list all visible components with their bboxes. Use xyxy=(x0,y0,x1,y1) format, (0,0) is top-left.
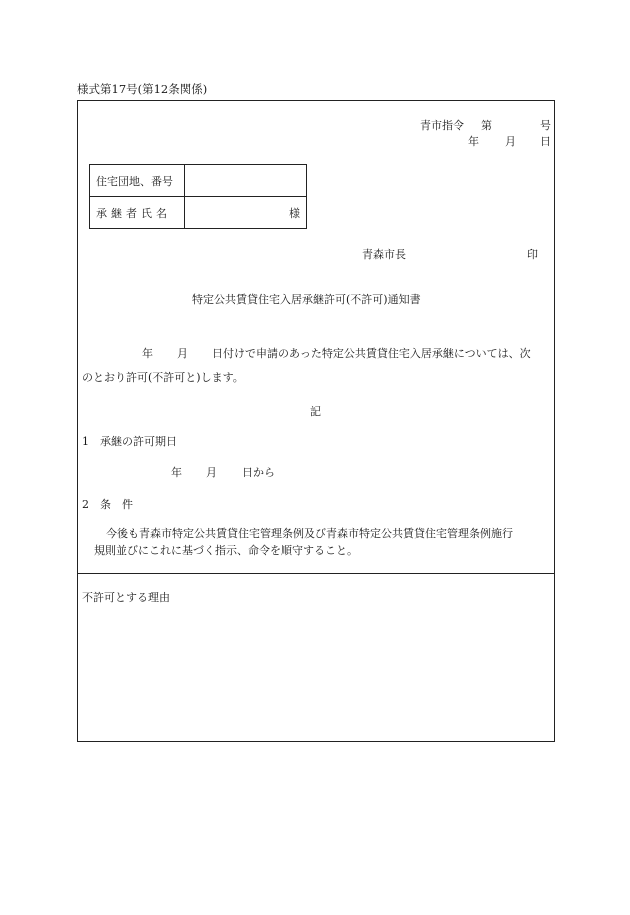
item2-text-line1: 今後も青森市特定公共賃貸住宅管理条例及び青森市特定公共賃貸住宅管理条例施行 xyxy=(106,527,513,540)
item1-day-from: 日から xyxy=(242,466,275,479)
successor-name-value[interactable]: 様 xyxy=(185,197,307,229)
table-row xyxy=(90,165,307,197)
item1-heading: 1 承継の許可期日 xyxy=(82,435,177,448)
item1-year: 年 xyxy=(171,466,182,479)
reason-field[interactable] xyxy=(80,610,550,735)
item1-month: 月 xyxy=(206,466,217,479)
date-month: 月 xyxy=(505,135,516,148)
date-year: 年 xyxy=(468,135,479,148)
document-title: 特定公共賃貸住宅入居承継許可(不許可)通知書 xyxy=(192,293,421,306)
ki-mark: 記 xyxy=(310,405,321,418)
section-divider xyxy=(77,573,555,574)
item2-text-line2: 規則並びにこれに基づく指示、命令を順守すること。 xyxy=(94,544,358,557)
body-year: 年 xyxy=(142,347,153,360)
body-line1: 日付けで申請のあった特定公共賃貸住宅入居承継については、次 xyxy=(212,347,531,360)
housing-complex-label: 住宅団地、番号 xyxy=(90,165,185,197)
date-day: 日 xyxy=(540,135,551,148)
successor-name-label: 承継者氏名 xyxy=(90,197,185,229)
housing-complex-value[interactable] xyxy=(185,165,307,197)
form-header: 様式第17号(第12条関係) xyxy=(77,82,208,96)
reason-label: 不許可とする理由 xyxy=(82,591,170,604)
reference-no-prefix: 第 xyxy=(481,119,492,132)
item2-heading: 2 条 件 xyxy=(82,498,133,511)
seal-mark: 印 xyxy=(527,248,538,261)
reference-label: 青市指令 xyxy=(420,119,464,132)
reference-no-suffix: 号 xyxy=(540,119,551,132)
table-row xyxy=(90,197,307,229)
issuer-title: 青森市長 xyxy=(362,248,406,261)
body-line2: のとおり許可(不許可と)します。 xyxy=(82,371,244,384)
info-table xyxy=(89,164,307,229)
body-month: 月 xyxy=(177,347,188,360)
